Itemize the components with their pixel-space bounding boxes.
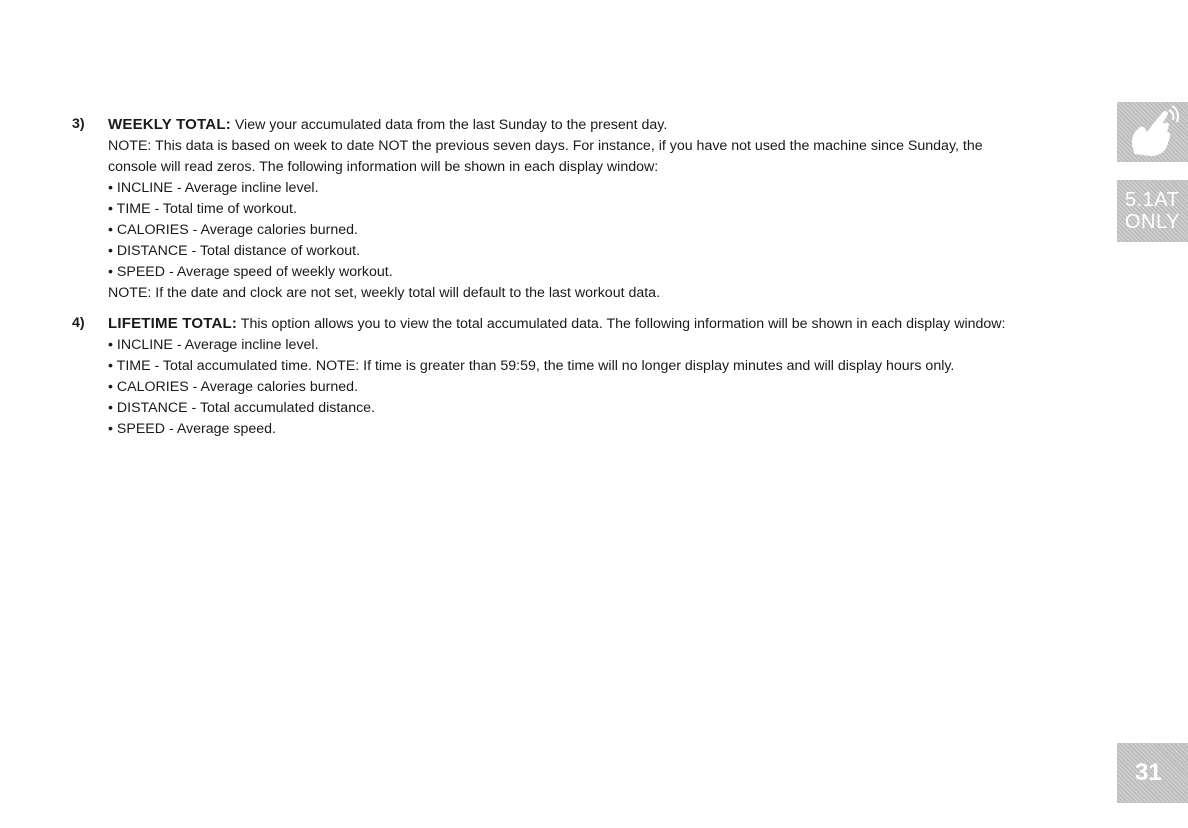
list-item: • CALORIES - Average calories burned. [108,222,358,238]
list-item: • SPEED - Average speed of weekly workout. [108,264,393,280]
section-intro: This option allows you to view the total accumulated data. The following information will be shown in each display window: [240,316,1006,332]
section-number: 3) [72,116,85,132]
pointing-hand-icon [1117,102,1188,162]
model-label: 5.1AT [1125,189,1180,211]
section-number: 4) [72,315,85,331]
list-item: • TIME - Total accumulated time. NOTE: If time is greater than 59:59, the time will no longer display minutes and will display hours only. [108,358,955,374]
note-text: NOTE: If the date and clock are not set, weekly total will default to the last workout data. [108,285,661,301]
only-label: ONLY [1125,211,1180,233]
note-text-continued: console will read zeros. The following information will be shown in each display window: [108,159,659,175]
list-item: • INCLINE - Average incline level. [108,337,319,353]
list-item: • CALORIES - Average calories burned. [108,379,358,395]
section-title: LIFETIME TOTAL: [108,315,238,332]
side-tab-page-number [1117,743,1188,803]
note-text: NOTE: This data is based on week to date NOT the previous seven days. For instance, if you have not used the machine since Sunday, the [108,138,983,154]
section-lifetime-total [72,313,1092,440]
side-tab-hand [1117,102,1188,162]
list-item: • DISTANCE - Total distance of workout. [108,243,361,259]
section-heading-line [108,114,1092,136]
section-intro: View your accumulated data from the last Sunday to the present day. [234,117,668,133]
list-item: • SPEED - Average speed. [108,421,276,437]
page-number: 31 [1135,759,1162,786]
section-heading-line [108,313,1092,335]
list-item: • TIME - Total time of workout. [108,201,297,217]
section-title: WEEKLY TOTAL: [108,116,231,133]
list-item: • INCLINE - Average incline level. [108,180,319,196]
side-tab-model-only [1117,180,1188,242]
list-item: • DISTANCE - Total accumulated distance. [108,400,376,416]
section-weekly-total [72,114,1092,304]
